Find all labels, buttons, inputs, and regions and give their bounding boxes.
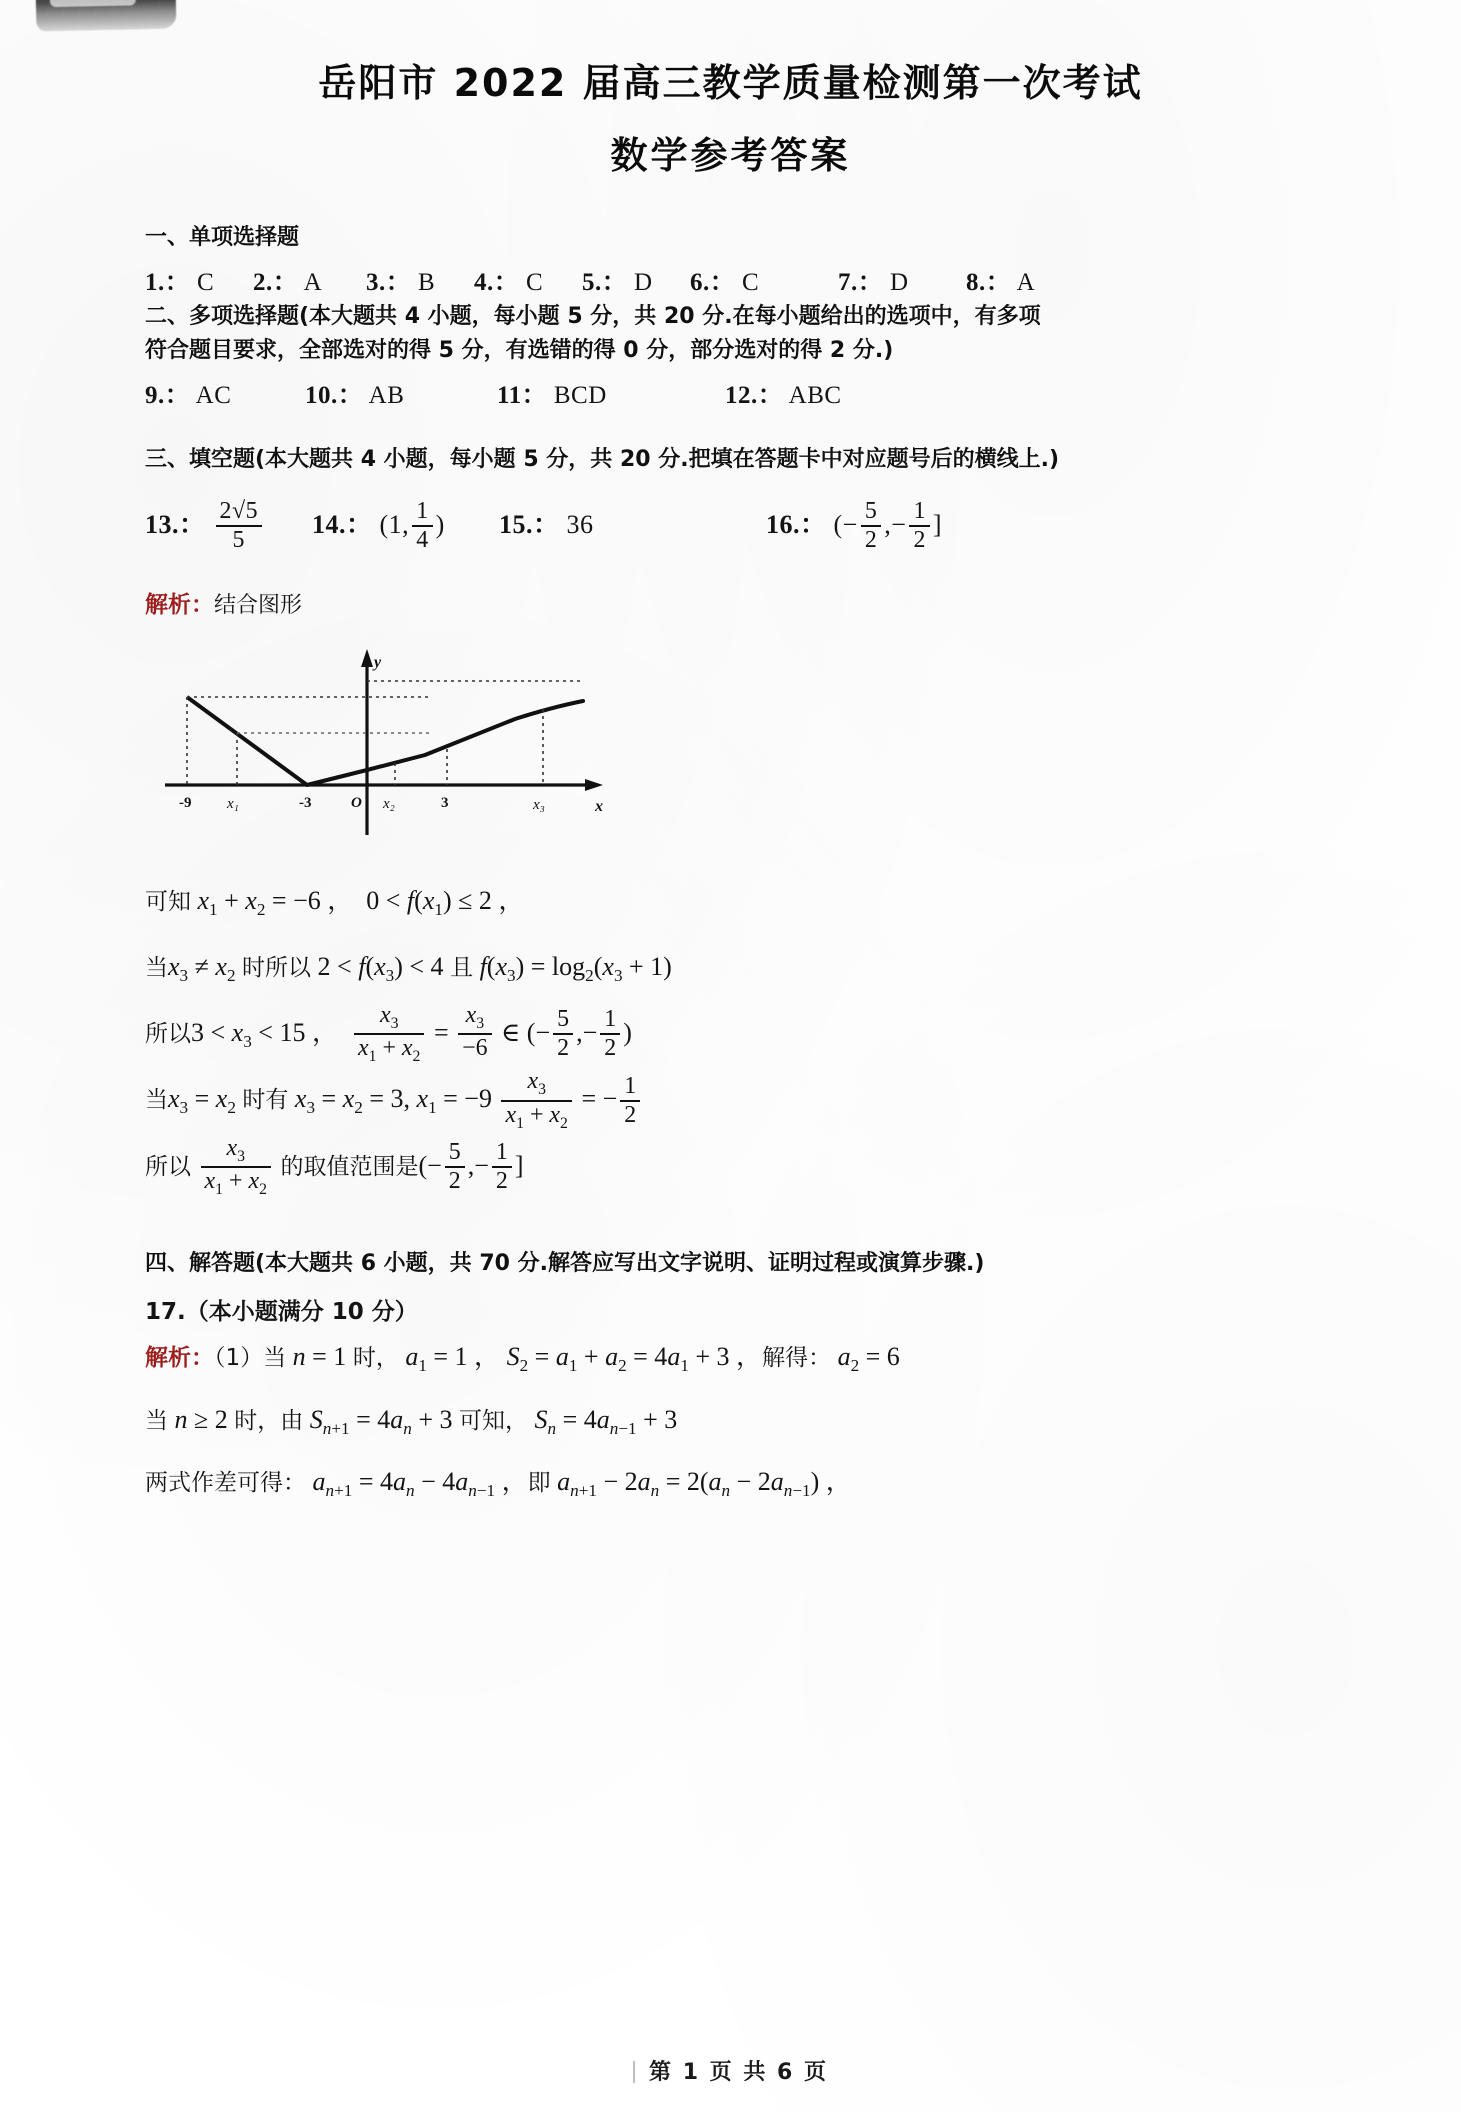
fraction-16b: $\frac{1}{2}$: [909, 499, 929, 553]
question-17-heading: 17.（本小题满分 10 分）: [145, 1299, 418, 1326]
tick-label-3: 3: [441, 794, 449, 811]
analysis-label: 解析：: [145, 591, 214, 618]
derivation-line-1: 可知 $x_1 + x_2 = -6$ ， $0 < f(x_1) \le 2$ ，: [145, 885, 525, 919]
fraction-16a: $\frac{5}{2}$: [861, 499, 881, 553]
q17-solution-line-3: 两式作差可得： $a_{n+1} = 4a_n - 4a_{n-1}$ ，即 $a_{n+1} - 2a_n = 2(a_n - 2a_{n-1})$ ，: [145, 1466, 852, 1501]
x-axis-label: x: [595, 797, 603, 815]
tick-label-neg3: -3: [299, 794, 312, 811]
y-axis-arrow: [361, 649, 373, 667]
fraction-x3-over-x1x2-c: $\frac{x_3}{x_1 + x_2}$: [201, 1136, 271, 1199]
x-axis-arrow: [585, 779, 603, 791]
answer-item-9: 9.： AC: [145, 382, 232, 410]
scan-edge-artifact: [36, 0, 177, 31]
q17-solution-line-2: 当 n ≥ 2 时，由 $S_{n+1} = 4a_n + 3$ 可知， $S_n = 4a_{n-1} + 3$: [145, 1404, 678, 1438]
origin-label: O: [351, 794, 362, 811]
fill-blank-answers: [145, 499, 1311, 553]
analysis-16-header: [145, 586, 1311, 619]
answer-item-11: 11： BCD: [497, 382, 607, 410]
fraction-5-2-c: $\frac{5}{2}$: [445, 1140, 465, 1194]
single-choice-answers: [145, 262, 1311, 298]
analysis-label-17: 解析：: [145, 1345, 214, 1372]
answer-item-5: 5.： D: [582, 269, 653, 297]
derivation-line-2: 当$x_3 \ne x_2$ 时所以 $2 < f(x_3) < 4$ 且 $f(x_3) = \log_2(x_3 + 1)$: [145, 951, 672, 986]
graph-svg: [155, 645, 615, 845]
page-subtitle: 数学参考答案: [610, 134, 851, 177]
derivation-line-3: 所以$3 < x_3 < 15$ ， $\frac{x_3}{x_1 + x_2}$ = $\frac{x_3}{-6}$ ∈ (− $\frac{5}{2}$ ,− $\frac{1}{2}$ ): [145, 1002, 632, 1066]
answer-item-6: 6.： C: [690, 269, 760, 297]
section-heading-single-choice: 一、单项选择题: [145, 225, 300, 250]
footer-rule: [633, 2061, 635, 2083]
fraction-1-2-a: $\frac{1}{2}$: [600, 1007, 620, 1061]
tick-label-x1: x₁: [227, 795, 239, 812]
y-axis-label: y: [374, 653, 382, 671]
answer-item-8: 8.： A: [966, 269, 1036, 297]
page-title: 岳阳市 2022 届高三教学质量检测第一次考试: [318, 61, 1143, 105]
answer-item-12: 12.： ABC: [725, 382, 842, 410]
answer-item-16: 16.： (− $\frac{5}{2}$ ,− $\frac{1}{2}$ ]: [766, 498, 943, 554]
fraction-x3-over-x1x2: $\frac{x_3}{x_1 + x_2}$: [354, 1003, 424, 1066]
answer-item-10: 10.： AB: [305, 382, 405, 410]
log-branch: [425, 701, 583, 755]
fraction-x3-over-neg6: $\frac{x_3}{-6}$: [458, 1003, 491, 1061]
tick-label-x3: x₃: [533, 796, 545, 813]
multi-choice-answers: [145, 375, 1311, 411]
answer-item-15: 15.： 36: [499, 510, 594, 540]
answer-item-2: 2.： A: [253, 269, 323, 297]
analysis-text: 结合图形: [214, 592, 303, 618]
answer-item-14: 14.： (1, $\frac{1}{4}$ ): [312, 498, 445, 554]
fraction-1-2-b: $\frac{1}{2}$: [620, 1074, 640, 1128]
fraction-1-2-c: $\frac{1}{2}$: [492, 1140, 512, 1194]
v-branch: [187, 697, 425, 785]
answer-item-3: 3.： B: [366, 269, 436, 297]
fraction-13: $\frac{2√5}{5}$: [216, 499, 263, 553]
q17-solution-line-1: 解析：（1）当 n = 1 时， $a_1 = 1$ ， $S_2 = a_1 + a_2 = 4a_1 + 3$ ，解得： $a_2 = 6$: [145, 1342, 900, 1376]
answer-item-4: 4.： C: [474, 269, 544, 297]
section-heading-solve: 四、解答题(本大题共 6 小题，共 70 分.解答应写出文字说明、证明过程或演算步骤.): [145, 1251, 985, 1277]
derivation-line-5: 所以 $\frac{x_3}{x_1 + x_2}$ 的取值范围是(− $\frac{5}{2}$ ,− $\frac{1}{2}$ ]: [145, 1134, 524, 1198]
fraction-14: $\frac{1}{4}$: [412, 499, 432, 553]
figure-piecewise-graph: [145, 645, 1311, 850]
tick-label-neg9: -9: [179, 794, 192, 811]
fraction-5-2-a: $\frac{5}{2}$: [553, 1007, 573, 1061]
derivation-line-4: 当$x_3 = x_2$ 时有 $x_3 = x_2 = 3$, $x_1 = -9$ $\frac{x_3}{x_1 + x_2}$ = − $\frac{1}{2}$: [145, 1066, 1311, 1132]
fraction-x3-over-x1x2-b: $\frac{x_3}{x_1 + x_2}$: [501, 1069, 571, 1132]
footer-text: 第 1 页 共 6 页: [649, 2060, 828, 2085]
answer-item-1: 1.： C: [145, 269, 215, 297]
section-heading-multi-choice-line2: 符合题目要求，全部选对的得 5 分，有选错的得 0 分，部分选对的得 2 分.): [145, 338, 894, 364]
document-body: [0, 221, 1461, 1513]
answer-item-13: 13.： $\frac{2√5}{5}$: [145, 499, 305, 553]
page-footer: [0, 2055, 1461, 2086]
answer-item-7: 7.： D: [838, 269, 909, 297]
section-heading-multi-choice-line1: 二、多项选择题(本大题共 4 小题，每小题 5 分，共 20 分.在每小题给出的选项中，有多项: [145, 304, 1041, 330]
tick-label-x2: x₂: [383, 795, 395, 812]
section-heading-fill-blank: 三、填空题(本大题共 4 小题，每小题 5 分，共 20 分.把填在答题卡中对应题号后的横线上.): [145, 447, 1060, 473]
